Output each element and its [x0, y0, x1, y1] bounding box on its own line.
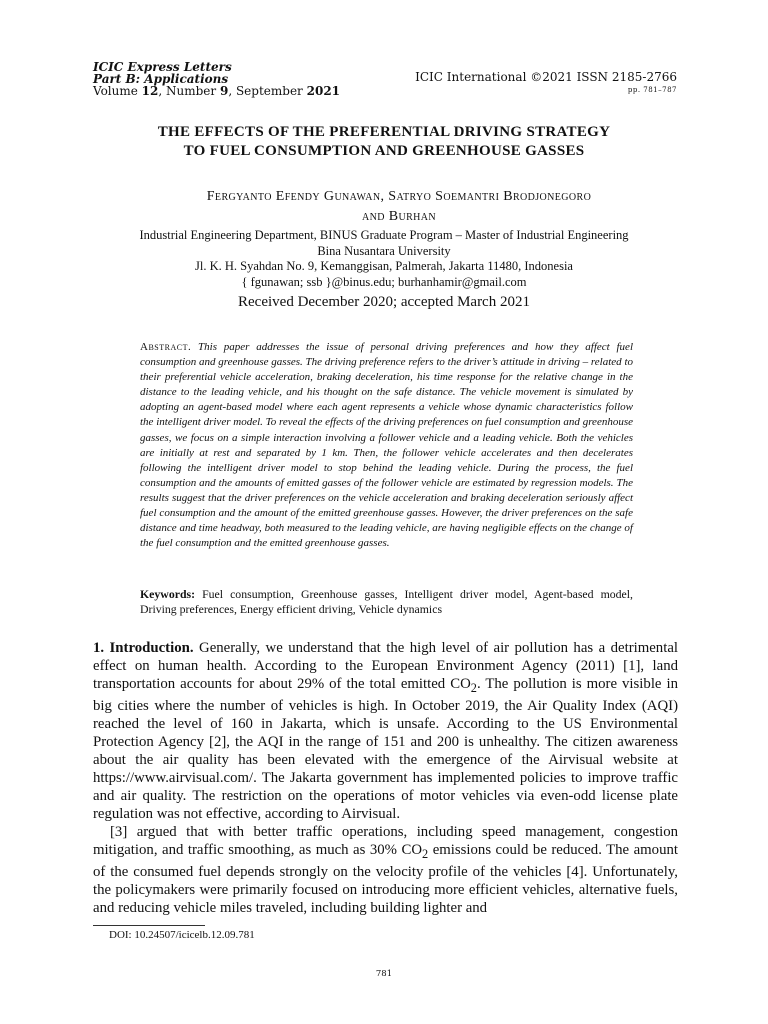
- affiliation-emails: { fgunawan; ssb }@binus.edu; burhanhamir@gmail.com: [241, 274, 527, 289]
- abstract-text: This paper addresses the issue of personal driving preferences and how they affect fuel consumption and greenhouse gasses. The driving preference refers to the driver’s attitude in driving – related to their preferential vehicle acceleration, braking deceleration, his time response for the relative change in the distance to the leading vehicle, and his thought on the safe distance. The vehicle movement is simulated by adopting an agent-based model where each agent represents a vehicle whose dynamic characteristics follow the intelligent driver model. To reveal the effects of the driving preferences on fuel consumption and greenhouse gasses, we focus on a simple interaction involving a follower vehicle and a leading vehicle. Both the vehicles are initially at rest and separated by 1 km. Then, the follower vehicle accelerates and then decelerates following the intelligent driver model to stop behind the leading vehicle. During the process, the fuel consumption and the amounts of emitted gasses of the follower vehicle are estimated by regression models. The results suggest that the driver preferences on the vehicle acceleration and braking deceleration seriously affect fuel consumption and the amount of the emitted greenhouse gasses. However, the driver preferences on the safe distance and time headway, both measured to the leading vehicle, are having negligible effects on the change of the fuel consumption and the emitted greenhouse gasses.: [140, 341, 633, 550]
- co2-subscript: 2: [422, 846, 429, 861]
- keywords: [140, 587, 633, 617]
- year: 2021: [306, 84, 341, 98]
- affiliation-university: Bina Nusantara University: [317, 243, 451, 258]
- volume-info: [93, 85, 340, 97]
- issue-number: 9: [219, 84, 229, 98]
- intro-p1-part-b: . The pollution is more visible in big cities where the number of vehicles is high. In October 2019, the Air Quality Index (AQI) reached the level of 160 in Jakarta, which is unsafe. According to the US Environmental Protection Agency [2], the AQI in the range of 151 and 200 is unhealthy. The citizen awareness about the air quality has been elevated with the emergence of the Airvisual website at https://www.airvisual.com/. The Jakarta government has implemented policies to improve traffic and air quality. The restriction on the operations of motor vehicles via even-odd license plate regulation was not effective, according to Airvisual.: [93, 676, 678, 822]
- intro-p2-part-a: [3] argued that with better traffic operations, including speed management, congestion mitigation, and traffic smoothing, as much as 30% CO: [93, 823, 678, 858]
- journal-name: ICIC Express Letters: [93, 60, 232, 74]
- co2-subscript: 2: [470, 680, 477, 695]
- intro-p1-part-a: Generally, we understand that the high level of air pollution has a detrimental effect on human health. According to the European Environment Agency (2011) [1], land transportation accounts for about 29% of the total emitted CO: [93, 640, 678, 692]
- journal-part: Part B: Applications: [93, 72, 229, 86]
- section-heading: 1. Introduction.: [93, 640, 194, 656]
- introduction-section: [93, 639, 678, 917]
- doi-footnote: DOI: 10.24507/icicelb.12.09.781: [109, 929, 255, 941]
- keywords-text: Fuel consumption, Greenhouse gasses, Intelligent driver model, Agent-based model, Driving preferences, Energy efficient driving, Vehicle dynamics: [140, 587, 634, 616]
- number-prefix: , Number: [158, 84, 217, 98]
- volume-prefix: Volume: [93, 84, 138, 98]
- publisher-info: [415, 70, 677, 94]
- authors-line-1: Fergyanto Efendy Gunawan, Satryo Soemantri Brodjonegoro: [206, 189, 592, 204]
- issn: ICIC International ©2021 ISSN 2185-2766: [415, 70, 677, 84]
- paper-title: [70, 123, 698, 161]
- page-range: pp. 781–787: [627, 86, 677, 94]
- page-number: 781: [375, 969, 393, 979]
- affiliation-address: Jl. K. H. Syahdan No. 9, Kemanggisan, Palmerah, Jakarta 11480, Indonesia: [195, 259, 573, 273]
- volume-number: 12: [141, 84, 159, 98]
- abstract-label: Abstract.: [140, 341, 192, 353]
- affiliation: [80, 228, 688, 290]
- abstract: [140, 340, 633, 551]
- intro-p2-part-b: emissions could be reduced. The amount of the consumed fuel depends strongly on the velocity profile of the vehicles [4]. Unfortunately, the policymakers were primarily focused on introducing more efficient vehicles, alternative fuels, and reducing vehicle miles traveled, including building lighter and: [93, 841, 678, 916]
- authors-line-2: and Burhan: [361, 209, 437, 224]
- author-list: [110, 187, 688, 227]
- intro-paragraph-2: [93, 823, 678, 917]
- date-prefix: , September: [228, 84, 303, 98]
- title-line-1: THE EFFECTS OF THE PREFERENTIAL DRIVING STRATEGY: [157, 124, 611, 140]
- received-dates: Received December 2020; accepted March 2021: [238, 294, 530, 310]
- journal-header: [93, 61, 340, 97]
- title-line-2: TO FUEL CONSUMPTION AND GREENHOUSE GASSES: [183, 143, 585, 159]
- intro-paragraph-1: [93, 639, 678, 823]
- footnote-divider: [93, 925, 205, 926]
- affiliation-department: Industrial Engineering Department, BINUS Graduate Program – Master of Industrial Engineering: [139, 228, 629, 242]
- keywords-label: Keywords:: [140, 587, 196, 601]
